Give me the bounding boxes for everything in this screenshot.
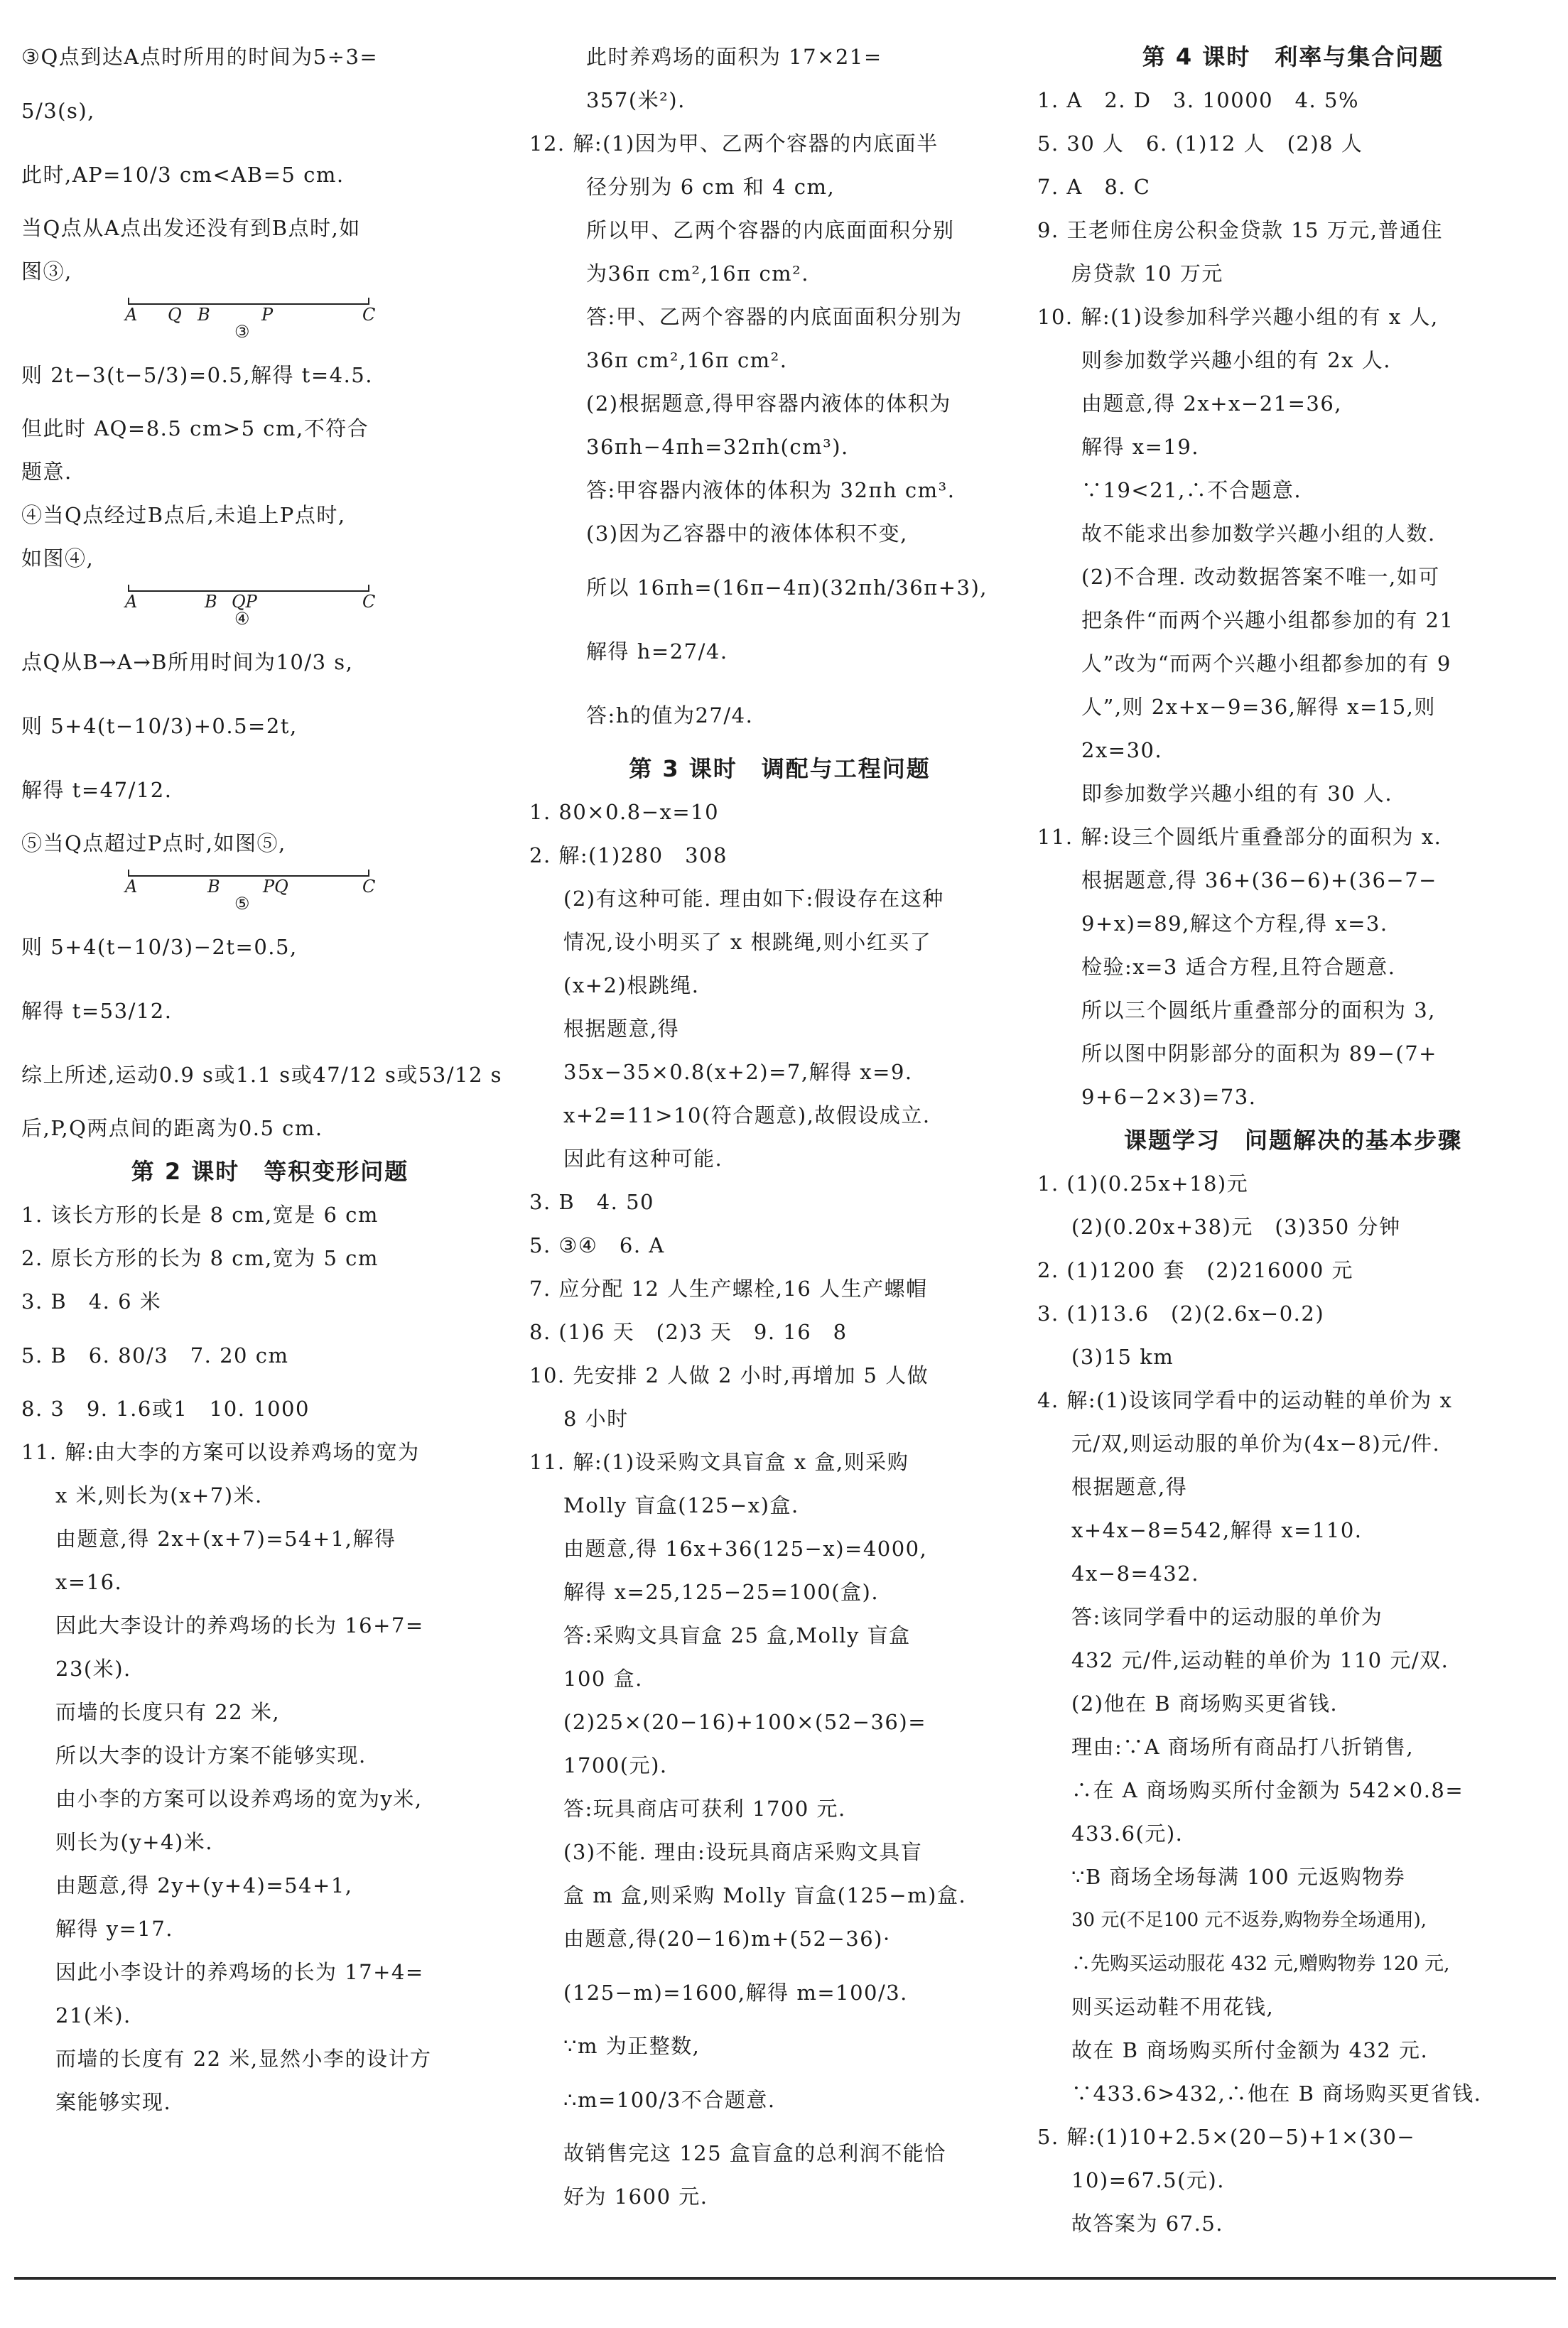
answer-line: 23(米).: [55, 1657, 131, 1681]
section-title-lesson-2: 第 2 课时 等积变形问题: [131, 1158, 409, 1185]
answer-line: 所以图中阴影部分的面积为 89−(7+: [1081, 1041, 1437, 1066]
section-title-lesson-4: 第 4 课时 利率与集合问题: [1142, 43, 1444, 70]
answer-line: 答:玩具商店可获利 1700 元.: [563, 1797, 846, 1821]
answer-line: 1. (1)(0.25x+18)元: [1037, 1171, 1249, 1196]
answer-line: 则长为(y+4)米.: [55, 1830, 213, 1854]
answer-line: 10. 解:(1)设参加科学兴趣小组的有 x 人,: [1037, 305, 1439, 329]
point-label: B: [207, 877, 220, 897]
answer-line: 433.6(元).: [1071, 1821, 1184, 1846]
number-line-figure-4: [125, 580, 412, 630]
answer-line: Molly 盲盒(125−x)盒.: [563, 1493, 799, 1517]
answer-line: 盒 m 盒,则采购 Molly 盲盒(125−m)盒.: [563, 1883, 967, 1907]
answer-line: ∵19<21,∴不合题意.: [1081, 478, 1302, 502]
answer-line: ∴在 A 商场购买所付金额为 542×0.8=: [1071, 1778, 1464, 1802]
answer-line: ∴先购买运动服花 432 元,赠购物券 120 元,: [1071, 1953, 1450, 1975]
answer-line: 8 小时: [563, 1407, 629, 1431]
text-line: 为36π cm²,16π cm².: [586, 261, 810, 286]
answer-line: 9+6−2×3)=73.: [1081, 1085, 1257, 1109]
answer-line: 答:采购文具盲盒 25 盒,Molly 盲盒: [563, 1623, 911, 1647]
text-line: 图③,: [21, 259, 72, 283]
answer-line: ∵433.6>432,∴他在 B 商场购买更省钱.: [1071, 2081, 1482, 2106]
text-line: 则 2t−3(t−5/3)=0.5,解得 t=4.5.: [21, 363, 373, 387]
answer-line: 由题意,得 16x+36(125−x)=4000,: [563, 1537, 928, 1561]
text-line: (2)根据题意,得甲容器内液体的体积为: [586, 391, 951, 416]
answer-line: 解得 x=19.: [1081, 435, 1199, 459]
text-line: 解得 h=27/4.: [586, 639, 728, 664]
answer-line: 10)=67.5(元).: [1071, 2168, 1225, 2192]
number-line-figure-3: [125, 293, 412, 343]
text-line: 点Q从B→A→B所用时间为10/3 s,: [21, 650, 354, 674]
text-line: 如图④,: [21, 546, 94, 570]
answer-line: 故不能求出参加数学兴趣小组的人数.: [1081, 521, 1436, 546]
answer-line: 5. 解:(1)10+2.5×(20−5)+1×(30−: [1037, 2125, 1416, 2149]
answer-line: 由题意,得 2x+x−21=36,: [1081, 391, 1343, 416]
text-line: 36π cm²,16π cm².: [586, 348, 788, 372]
answer-line: 1700(元).: [563, 1753, 668, 1777]
answer-line: 元/双,则运动服的单价为(4x−8)元/件.: [1071, 1431, 1441, 1456]
answer-line: 则参加数学兴趣小组的有 2x 人.: [1081, 348, 1391, 372]
answer-line: 5. ③④ 6. A: [529, 1233, 665, 1257]
answer-line: 故答案为 67.5.: [1071, 2211, 1224, 2236]
number-line-figure-5: [125, 865, 412, 915]
point-label: PQ: [263, 877, 288, 897]
figure-number: ④: [234, 609, 250, 629]
page-bottom-rule: [14, 2277, 1556, 2280]
answer-line: 解得 x=25,125−25=100(盒).: [563, 1580, 880, 1604]
text-line: 则 5+4(t−10/3)+0.5=2t,: [21, 714, 298, 738]
point-label: C: [362, 877, 376, 897]
answer-line: 2. 原长方形的长为 8 cm,宽为 5 cm: [21, 1246, 379, 1270]
answer-line: 则买运动鞋不用花钱,: [1071, 1995, 1275, 2019]
answer-line: (3)15 km: [1071, 1345, 1174, 1369]
text-line: 此时养鸡场的面积为 17×21=: [586, 45, 882, 69]
answer-line: 3. (1)13.6 (2)(2.6x−0.2): [1037, 1301, 1325, 1326]
tick-mark: [368, 298, 369, 305]
answer-line: 8. (1)6 天 (2)3 天 9. 16 8: [529, 1320, 848, 1344]
text-line: 综上所述,运动0.9 s或1.1 s或47/12 s或53/12 s: [21, 1063, 503, 1087]
answer-line: 11. 解:由大李的方案可以设养鸡场的宽为: [21, 1440, 420, 1464]
answer-line: (3)不能. 理由:设玩具商店采购文具盲: [563, 1840, 923, 1864]
point-label: C: [362, 592, 376, 612]
answer-line: 1. 80×0.8−x=10: [529, 800, 720, 824]
text-line: ④当Q点经过B点后,未追上P点时,: [21, 503, 346, 527]
column-middle: [529, 36, 1030, 2219]
answer-line: x+2=11>10(符合题意),故假设成立.: [563, 1103, 931, 1127]
answer-line: 432 元/件,运动鞋的单价为 110 元/双.: [1071, 1648, 1449, 1672]
answer-line: x=16.: [55, 1570, 123, 1594]
answer-line: 故在 B 商场购买所付金额为 432 元.: [1071, 2038, 1429, 2062]
point-label: A: [125, 305, 138, 325]
answer-line: 根据题意,得: [563, 1017, 680, 1041]
answer-line: 人”,则 2x+x−9=36,解得 x=15,则: [1081, 695, 1436, 719]
figure-number: ⑤: [234, 894, 250, 914]
answer-line: 2x=30.: [1081, 738, 1163, 762]
answer-line: 把条件“而两个兴趣小组都参加的有 21: [1081, 608, 1454, 632]
answer-line: 因此大李设计的养鸡场的长为 16+7=: [55, 1613, 424, 1637]
answer-line: 好为 1600 元.: [563, 2184, 708, 2209]
answer-line: 由题意,得 2y+(y+4)=54+1,: [55, 1873, 353, 1897]
answer-line: 即参加数学兴趣小组的有 30 人.: [1081, 781, 1393, 806]
answer-line: 9+x)=89,解这个方程,得 x=3.: [1081, 911, 1388, 936]
answer-line: 2. 解:(1)280 308: [529, 843, 728, 867]
point-label: A: [125, 877, 138, 897]
answer-line: 而墙的长度只有 22 米,: [55, 1700, 281, 1724]
answer-line: 1. A 2. D 3. 10000 4. 5%: [1037, 88, 1360, 112]
answer-line: 根据题意,得 36+(36−6)+(36−7−: [1081, 868, 1437, 892]
point-label: B: [198, 305, 210, 325]
answer-line: 故销售完这 125 盒盲盒的总利润不能恰: [563, 2141, 946, 2165]
text-line: 但此时 AQ=8.5 cm>5 cm,不符合: [21, 416, 369, 440]
answer-line: ∵B 商场全场每满 100 元返购物券: [1071, 1865, 1406, 1889]
answer-line: 检验:x=3 适合方程,且符合题意.: [1081, 955, 1396, 979]
answer-line: x 米,则长为(x+7)米.: [55, 1483, 263, 1507]
text-line: 5/3(s),: [21, 99, 95, 123]
answer-line: 案能够实现.: [55, 2090, 172, 2114]
answer-line: 理由:∵A 商场所有商品打八折销售,: [1071, 1735, 1415, 1759]
answer-line: (2)他在 B 商场购买更省钱.: [1071, 1691, 1339, 1716]
text-line: 所以 16πh=(16π−4π)(32πh/36π+3),: [586, 575, 988, 600]
answer-line: ∵m 为正整数,: [563, 2034, 701, 2058]
text-line: ③Q点到达A点时所用的时间为5÷3=: [21, 45, 379, 69]
answer-line: 情况,设小明买了 x 根跳绳,则小红买了: [563, 930, 932, 954]
section-title-lesson-3: 第 3 课时 调配与工程问题: [629, 755, 931, 782]
answer-line: (2)有这种可能. 理由如下:假设存在这种: [563, 887, 944, 911]
answer-line: 10. 先安排 2 人做 2 小时,再增加 5 人做: [529, 1363, 929, 1387]
point-label: QP: [232, 592, 257, 612]
answer-line: 11. 解:(1)设采购文具盲盒 x 盒,则采购: [529, 1450, 909, 1474]
answer-line: 35x−35×0.8(x+2)=7,解得 x=9.: [563, 1060, 913, 1084]
text-line: 36πh−4πh=32πh(cm³).: [586, 435, 849, 459]
answer-line: 8. 3 9. 1.6或1 10. 1000: [21, 1397, 310, 1421]
answer-line: 100 盒.: [563, 1667, 643, 1691]
answer-line: ∴m=100/3不合题意.: [563, 2088, 776, 2112]
text-line: 此时,AP=10/3 cm<AB=5 cm.: [21, 163, 345, 187]
text-line: 答:甲、乙两个容器的内底面面积分别为: [586, 305, 963, 329]
figure-number: ③: [234, 322, 250, 342]
answer-line: 9. 王老师住房公积金贷款 15 万元,普通住: [1037, 218, 1443, 242]
text-line: 所以甲、乙两个容器的内底面面积分别: [586, 218, 955, 242]
tick-mark: [128, 585, 129, 592]
answer-line: 根据题意,得: [1071, 1475, 1188, 1499]
answer-line: 所以三个圆纸片重叠部分的面积为 3,: [1081, 998, 1436, 1022]
answer-line: 由题意,得 2x+(x+7)=54+1,解得: [55, 1527, 396, 1551]
answer-line: 所以大李的设计方案不能够实现.: [55, 1743, 367, 1767]
answer-line: 1. 该长方形的长是 8 cm,宽是 6 cm: [21, 1203, 379, 1227]
answer-line: x+4x−8=542,解得 x=110.: [1071, 1518, 1363, 1542]
text-line: 题意.: [21, 460, 72, 484]
text-line: 后,P,Q两点间的距离为0.5 cm.: [21, 1116, 323, 1140]
text-line: 径分别为 6 cm 和 4 cm,: [586, 175, 836, 199]
answer-line: 7. 应分配 12 人生产螺栓,16 人生产螺帽: [529, 1277, 928, 1301]
answer-line: 5. 30 人 6. (1)12 人 (2)8 人: [1037, 131, 1363, 156]
text-line: 当Q点从A点出发还没有到B点时,如: [21, 216, 361, 240]
answer-line: 人”改为“而两个兴趣小组都参加的有 9: [1081, 651, 1451, 676]
answer-line: 而墙的长度有 22 米,显然小李的设计方: [55, 2047, 432, 2071]
answer-line: 7. A 8. C: [1037, 175, 1151, 199]
segment-line: [128, 303, 369, 305]
answer-line: (2)(0.20x+38)元 (3)350 分钟: [1071, 1215, 1401, 1239]
text-line: 则 5+4(t−10/3)−2t=0.5,: [21, 935, 298, 959]
point-label: B: [205, 592, 217, 612]
answer-line: (125−m)=1600,解得 m=100/3.: [563, 1981, 908, 2005]
segment-line: [128, 875, 369, 877]
answer-line: (x+2)根跳绳.: [563, 973, 700, 997]
answer-line: 房贷款 10 万元: [1071, 261, 1223, 286]
point-label: A: [125, 592, 138, 612]
answer-line: 3. B 4. 50: [529, 1190, 654, 1214]
answer-line: 30 元(不足100 元不返券,购物券全场通用),: [1071, 1910, 1427, 1931]
answer-line: 4x−8=432.: [1071, 1561, 1199, 1586]
answer-line: 3. B 4. 6 米: [21, 1289, 162, 1314]
answer-line: 由小李的方案可以设养鸡场的宽为y米,: [55, 1787, 423, 1811]
answer-line: 11. 解:设三个圆纸片重叠部分的面积为 x.: [1037, 825, 1442, 849]
column-left: [21, 36, 519, 2124]
answer-line: 21(米).: [55, 2003, 131, 2027]
text-line: 12. 解:(1)因为甲、乙两个容器的内底面半: [529, 131, 939, 156]
point-label: C: [362, 305, 376, 325]
answer-line: 因此小李设计的养鸡场的长为 17+4=: [55, 1960, 424, 1984]
answer-line: 由题意,得(20−16)m+(52−36)·: [563, 1927, 891, 1951]
text-line: 答:h的值为27/4.: [586, 703, 754, 727]
answer-line: (2)不合理. 改动数据答案不唯一,如可: [1081, 565, 1440, 589]
answer-line: 2. (1)1200 套 (2)216000 元: [1037, 1258, 1353, 1282]
column-right: [1037, 36, 1549, 2246]
text-line: ⑤当Q点超过P点时,如图⑤,: [21, 831, 286, 855]
tick-mark: [128, 870, 129, 877]
answer-line: 答:该同学看中的运动服的单价为: [1071, 1605, 1383, 1629]
point-label: P: [261, 305, 274, 325]
text-line: 解得 t=53/12.: [21, 999, 173, 1023]
tick-mark: [368, 870, 369, 877]
point-label: Q: [168, 305, 182, 325]
section-title-project-study: 课题学习 问题解决的基本步骤: [1123, 1127, 1462, 1154]
answer-line: 5. B 6. 80/3 7. 20 cm: [21, 1343, 289, 1368]
text-line: 解得 t=47/12.: [21, 778, 173, 802]
text-line: 357(米²).: [586, 88, 686, 112]
text-line: (3)因为乙容器中的液体体积不变,: [586, 521, 908, 546]
answer-line: (2)25×(20−16)+100×(52−36)=: [563, 1710, 926, 1734]
answer-line: 因此有这种可能.: [563, 1147, 723, 1171]
tick-mark: [128, 298, 129, 305]
tick-mark: [368, 585, 369, 592]
answer-line: 4. 解:(1)设该同学看中的运动鞋的单价为 x: [1037, 1388, 1453, 1412]
text-line: 答:甲容器内液体的体积为 32πh cm³.: [586, 478, 956, 502]
answer-line: 解得 y=17.: [55, 1917, 174, 1941]
